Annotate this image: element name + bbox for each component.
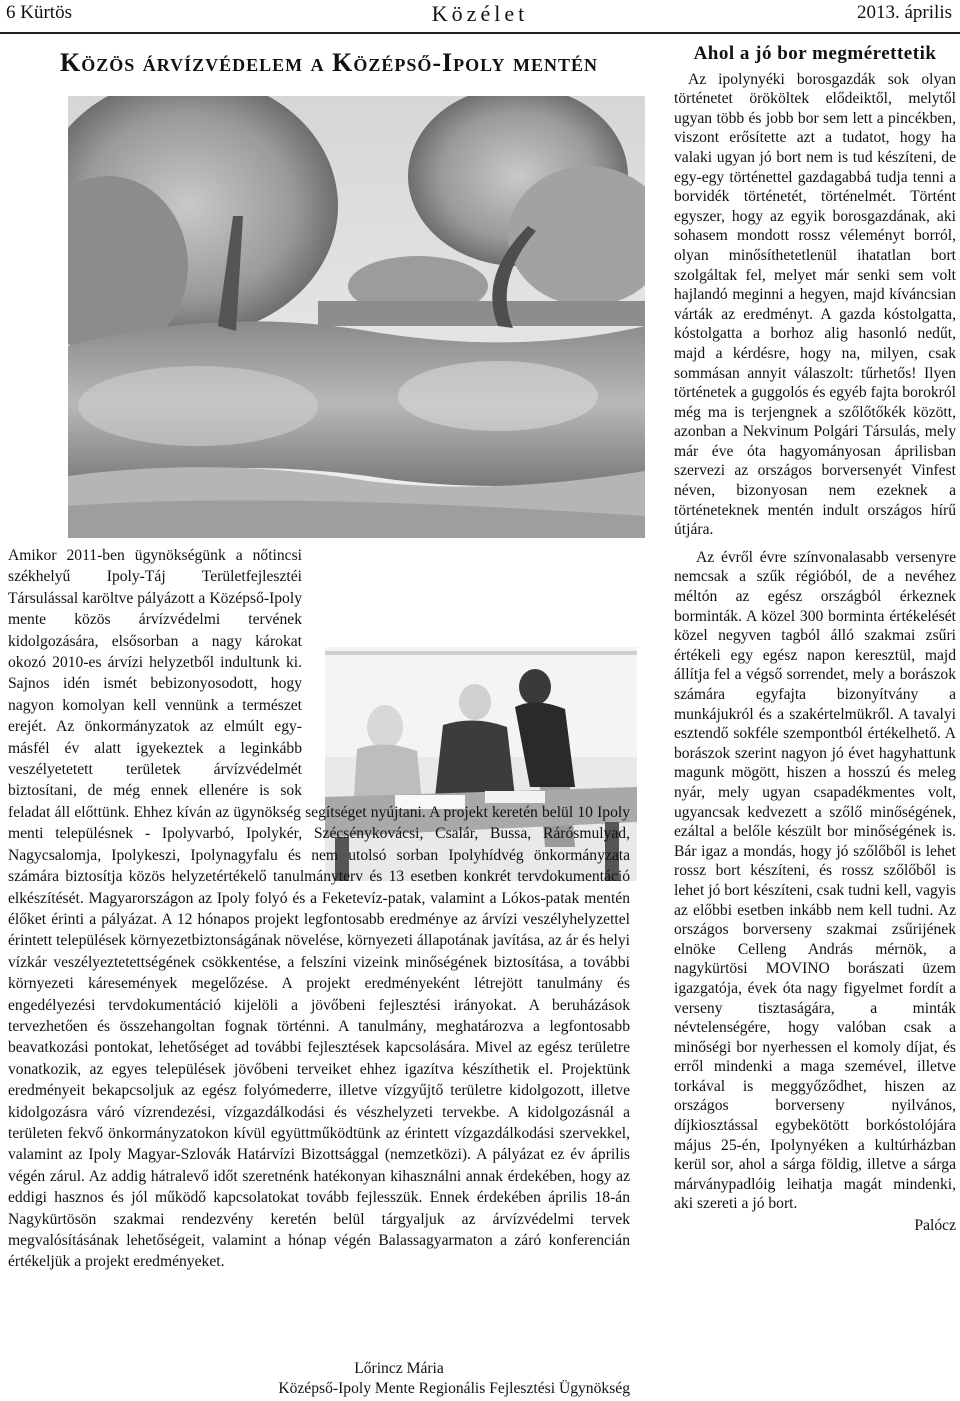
page-number: 6 Kürtös	[6, 2, 72, 23]
side-article	[674, 44, 956, 1236]
river-photo	[68, 96, 645, 538]
side-article-author: Palócz	[914, 1217, 956, 1235]
side-article-title: Ahol a jó bor megmérettetik	[693, 43, 937, 64]
author-name: Lőrincz Mária	[354, 1360, 444, 1377]
side-paragraph-2: Az évről évre színvonalasabb versenyre nemcsak a szűk régióból, de a nevéhez méltón az egész országból érkeznek borminták. A közel 300 borminta értékelését közel negyven tagból álló szakmai zsűri értékeli egy egész napon keresztül, majd állítja fel a végső sorrendet, mely a borászok számára egyfajta bizonyítvány a munkájukról és a szakértelmükről. A tavalyi esztendő sokféle szempontból értékelhető. A borászok szerint nagyon jó évet hagyhattunk magunk mögött, hiszen a hosszú és meleg nyár, mely ugyan csapadékmentes volt, ugyancsak kedvezett a szőlő minőségének, ezáltal a belőle készült bor minőségének is. Bár igaz a mondás, hogy jó szőlőből is lehet rossz bort készíteni, és rossz szőlőből is lehet jó bort készíteni, csak tudni kell, vagyis az előbbi esetben inkább nem kell tudni. Az országos borverseny szakmai zsűrijének elnöke Celleng András mérnök, a nagykürtösi MOVINO borászati üzem igazgatója, évek óta nagy figyelmet fordít a verseny tisztaságára, a minták névtelenségére, hogy valóban csak a minőségi bor nyerhessen el komoly díjat, és erről mindenki a maga szemével, illetve torkával is meggyőződhet, hiszen az országos borverseny nyilvános, díjkiosztással egybekötött borkóstolójára május 25-én, Ipolynyéken a kultúrházban kerül sor, ahol a sárga földig, illetve a sárga márványpadlóig leihatja magát mindenki, aki szereti a jó bort.	[674, 548, 956, 1213]
side-paragraph-1: Az ipolynyéki borosgazdák sok olyan történetet örököltek elődeiktől, melytől ugyan több és jobb bor sem lett a pincékben, viszont erősítette azt a tudatot, hogy ha valaki ugyan jó bort nem is tud készíteni, de egy-egy történettel gazdagabbá tudja tenni a borvidék történetét, történelmét. Történt egyszer, hogy az egyik borosgazdának, aki sohasem mondott rossz véleményt borról, olyan minősíthetetlenül ihatatlan bort szolgáltak fel, melyet már senki sem volt hajlandó meginni a hegyen, majd kíváncsian várták az eredményt. A gazda kóstolgatta, kóstolgatta a borhoz alig hasonló nedűt, majd a kérdésre, hogy na, milyen, csak sommásan annyit válaszolt: tűrhetős! Ilyen történetek a guggolós és egyéb fajta borokról még ma is terjengnek a szőlőtőkék között, azonban a Nekvinum Polgári Társulás, mely már éve óta hagyományosan áprilisban szervezi az országos borversenyét Vinfest néven, bizonyosan nem ezeknek a történeteknek mentén indult országos hírű útjára.	[674, 70, 956, 539]
author-organization: Középső-Ipoly Mente Regionális Fejlesztési Ügynökség	[278, 1380, 630, 1397]
issue-date: 2013. április	[857, 2, 952, 23]
photo-placeholder	[308, 547, 630, 785]
article-body	[8, 545, 630, 1273]
article-text: Amikor 2011-ben ügynökségünk a nőtincsi székhelyű Ipoly-Táj Területfejlesztéi Társulással karöltve pályázott a Középső-Ipoly mente közös árvízvédelmi tervének kidolgozására, elsősorban a nagy károkat okozó 2010-es árvízi helyzetből indultunk ki. Sajnos idén ismét bebizonyosodott, hogy nagyon komolyan kell vennünk a természet erejét. Az önkormányzatok az elmúlt egy-másfél év alatt igyekeztek a leginkább veszélyetetett területek árvízvédelmét biztosítani, de még ennek ellenére is sok feladat áll előttünk. Ehhez kíván az ügynökség segítséget nyújtani. A projekt keretén belül 10 Ipoly menti településnek - Ipolyvarbó, Ipolykér, Szécsénykovácsi, Csalár, Bussa, Rárósmulyad, Nagycsalomja, Ipolykeszi, Ipolynagyfalu és nem utolsó sorban Ipolyhídvég önkormányzata számára biztosítja közös helyzetértékelő tanulmányterv és 13 esetben konkrét tervdokumentáció elkészítését. Magyarországon az Ipoly folyó és a Feketevíz-patak, valamint a Lókos-patak mentén élőket érinti a pályázat. A 12 hónapos projekt legfontosabb eredménye az árvízi veszélyhelyzettel érintett települések környezetbiztonságának növelése, környezeti állapotának javítása, az ár és helyi vízkár veszélyeztetettségének csökkentése, a felszíni vizeink minőségének biztosítása, a további környezeti káresemények megelőzése. A projekt eredményeként létrejött tanulmány és engedélyezési tervdokumentáció kijelöli a jövőbeni fejlesztési irányokat. A beruházások tervezhetően és összehangoltan fognak történni. A tanulmány, meghatározva a legfontosabb beavatkozási pontokat, lehetőséget ad további fejlesztések kapcsolására. Mivel az egész területre vonatkozik, az egyes települések jövőbeni terveiket ehhez igazítva készíthetik el. Projektünk eredményeit bekapcsoljuk az egész folyómederre, illetve vízgyűjtő területre kidolgozott, illetve kidolgozásra váró vízrendezési, vízgazdálkodási és vészhelyzeti tervekbe. A kidolgozásnál a területen fekvő önkormányzatokon kívül együttműködtünk az érintett vízgazdálkodási szervekkel, valamint az Ipoly Magyar-Szlovák Határvízi Bizottsággal (nemzetközi). A pályázat ez év április végén zárul. Az addig hátralevő időt szeretnénk hatékonyan kihasználni annak érdekében, hogy az eddigi hasznos és jól működő kapcsolatokat tovább fejlesszük. Ennek érdekében április 18-án Nagykürtösön szakmai rendezvény keretén belül tárgyaljuk az árvízvédelmi tervek megvalósításának lehetőségeit, valamint a hónap végén Balassagyarmaton a záró konferencián értékeljük a projekt eredményeket.	[8, 547, 630, 1271]
header-rule	[0, 32, 960, 34]
article-signature	[8, 1359, 630, 1399]
page-header	[0, 0, 960, 30]
section-title: Közélet	[431, 1, 529, 26]
article-title: Közös árvízvédelem a Középső-Ipoly mentén	[60, 48, 598, 77]
